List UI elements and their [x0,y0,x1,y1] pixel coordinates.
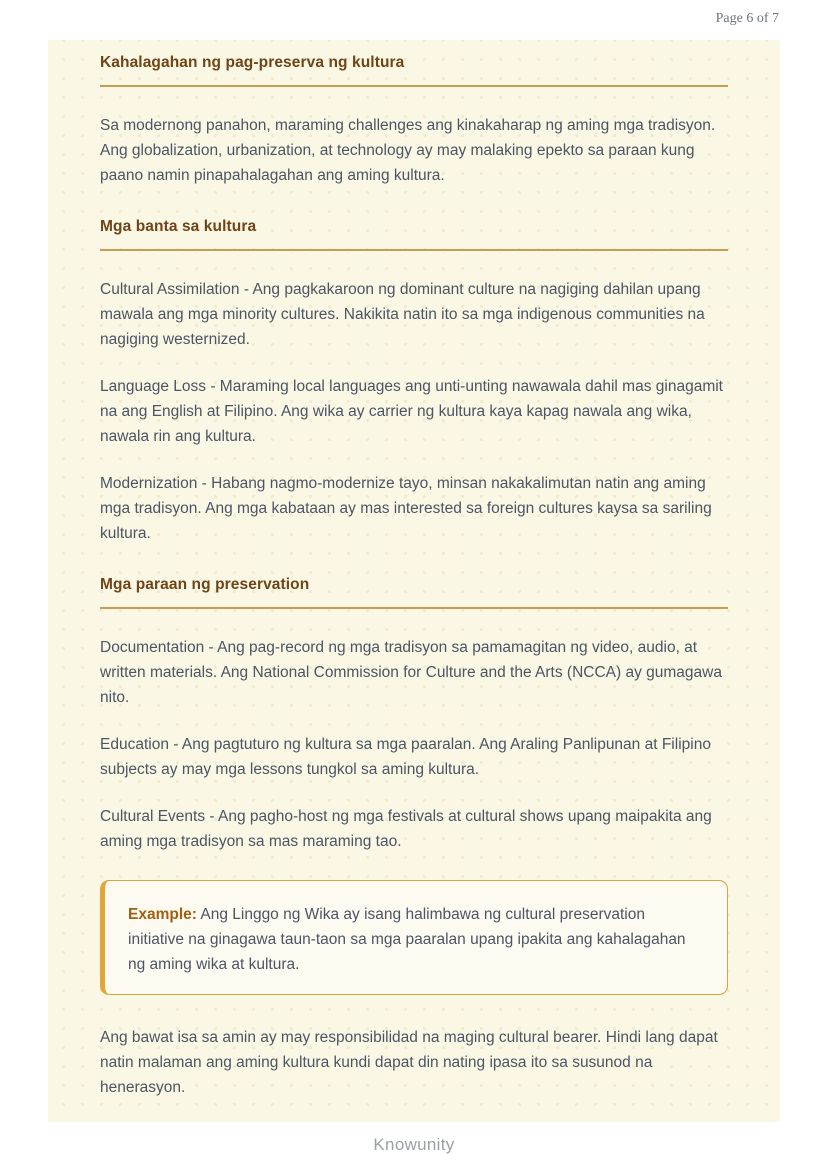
example-label: Example: [128,906,197,923]
section-heading-kahalagahan: Kahalagahan ng pag-preserva ng kultura [100,54,728,87]
knowunity-brand: Knowunity [373,1135,455,1154]
document-page [48,40,780,1122]
paragraph: Cultural Assimilation - Ang pagkakaroon ng dominant culture na nagiging dahilan upang mawala ang mga minority cultures. Nakikita natin ito sa mga indigenous communities na nagiging westernized. [100,281,705,348]
example-text: Ang Linggo ng Wika ay isang halimbawa ng cultural preservation initiative na ginagawa taun-taon sa mga paaralan upang ipakita ang kahalagahan ng aming wika at kultura. [128,906,686,973]
section-heading-mga-banta: Mga banta sa kultura [100,218,728,251]
closing-paragraph: Ang bawat isa sa amin ay may responsibilidad na maging cultural bearer. Hindi lang dapat natin malaman ang aming kultura kundi dapat din nating ipasa ito sa susunod na henerasyon. [100,1029,718,1096]
page-indicator: Page 6 of 7 [715,11,779,26]
paragraph: Cultural Events - Ang pagho-host ng mga festivals at cultural shows upang maipakita ang aming mga tradisyon sa mas maraming tao. [100,808,712,850]
paragraph: Documentation - Ang pag-record ng mga tradisyon sa pamamagitan ng video, audio, at written materials. Ang National Commission for Culture and the Arts (NCCA) ay gumagawa nito. [100,639,722,706]
example-callout [100,880,728,995]
paragraph: Language Loss - Maraming local languages ang unti-unting nawawala dahil mas ginagamit na ang English at Filipino. Ang wika ay carrier ng kultura kaya kapag nawala ang wika, nawala rin ang kultura. [100,378,723,445]
section-heading-mga-paraan: Mga paraan ng preservation [100,576,728,609]
paragraph: Sa modernong panahon, maraming challenges ang kinakaharap ng aming mga tradisyon. Ang globalization, urbanization, at technology ay may malaking epekto sa paraan kung paano namin pinapahalagahan ang aming kultura. [100,117,716,184]
paragraph: Education - Ang pagtuturo ng kultura sa mga paaralan. Ang Araling Panlipunan at Filipino subjects ay may mga lessons tungkol sa aming kultura. [100,736,711,778]
paragraph: Modernization - Habang nagmo-modernize tayo, minsan nakakalimutan natin ang aming mga tradisyon. Ang mga kabataan ay mas interested sa foreign cultures kaysa sa sariling kultura. [100,475,712,542]
